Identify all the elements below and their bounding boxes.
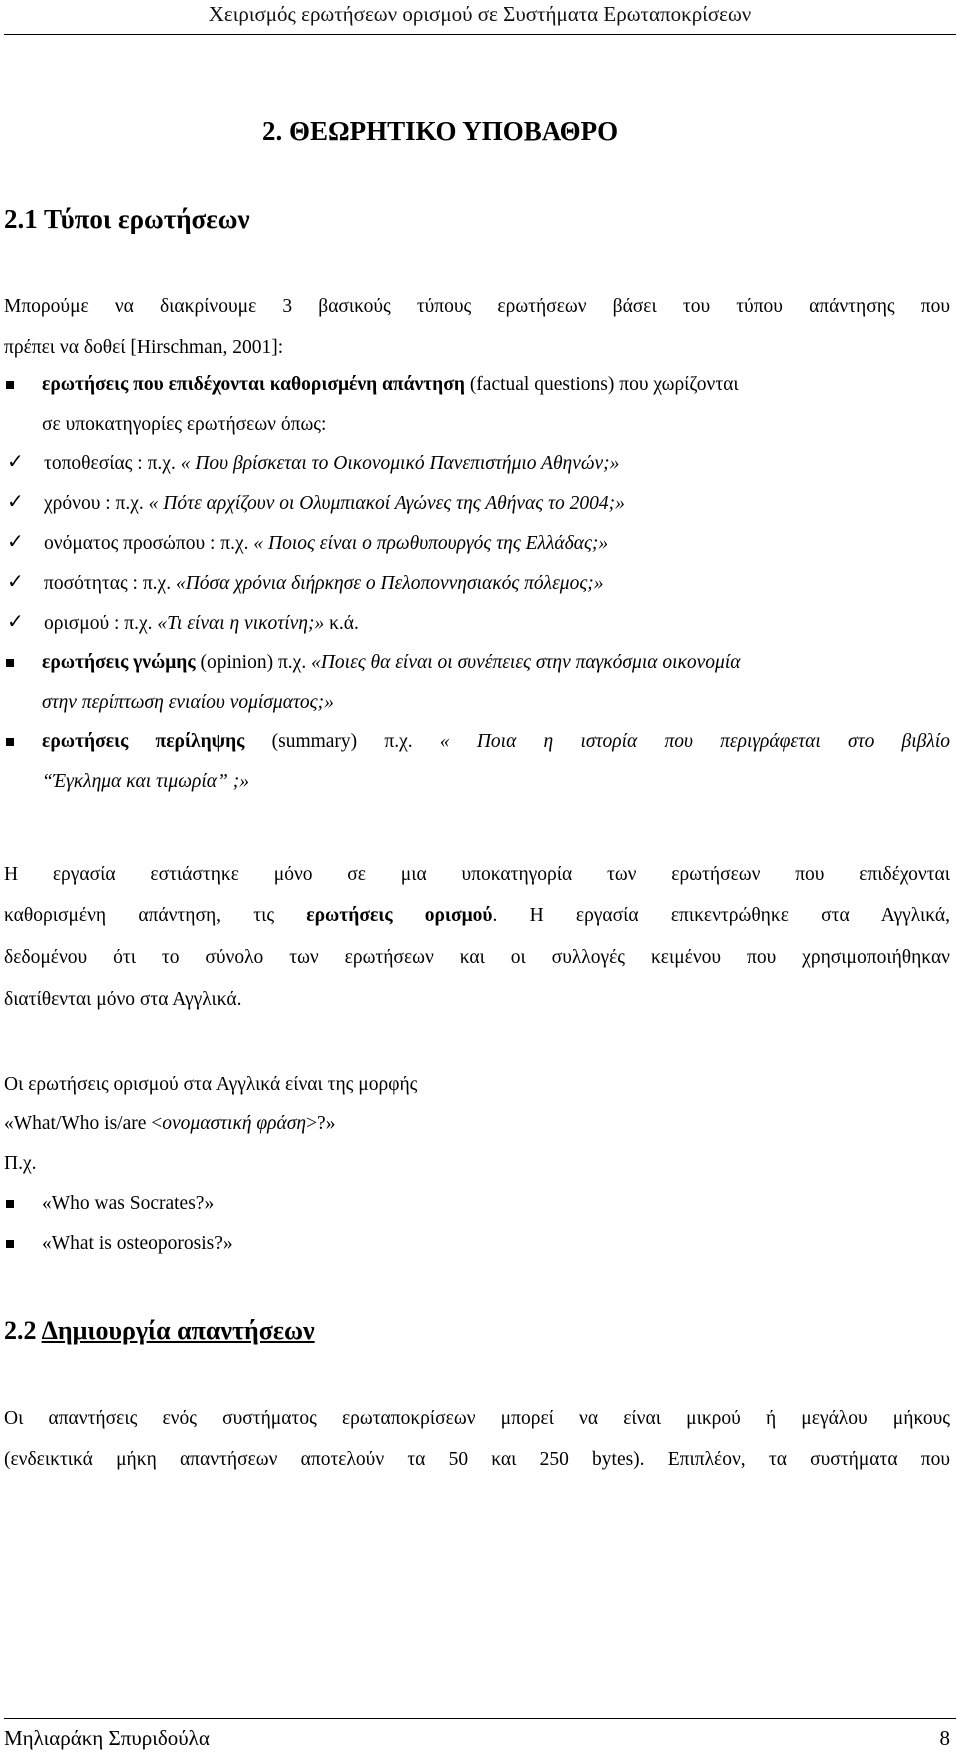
para3-line-1: Οι ερωτήσεις ορισμού στα Αγγλικά είναι της μορφής <box>4 1074 418 1095</box>
format-text: >?» <box>306 1113 336 1134</box>
subtype-label: χρόνου : π.χ. <box>44 493 149 514</box>
header-rule <box>4 34 956 35</box>
bullet-factual <box>42 372 739 398</box>
checkmark-icon: ✓ <box>7 569 24 593</box>
section-number: 2.2 <box>4 1316 42 1345</box>
summary-bold: ερωτήσεις περίληψης <box>42 731 245 752</box>
section-title-text: Δημιουργία απαντήσεων <box>41 1316 315 1345</box>
checkmark-icon: ✓ <box>7 449 24 473</box>
footer-rule <box>4 1718 956 1719</box>
para3-line-2 <box>4 1111 335 1137</box>
running-header: Χειρισμός ερωτήσεων ορισμού σε Συστήματα Ερωταποκρίσεων <box>208 2 752 26</box>
bullet-summary <box>42 729 950 755</box>
page-number: 8 <box>939 1726 950 1750</box>
section2-line-1: Οι απαντήσεις ενός συστήματος ερωταποκρίσεων μπορεί να είναι μικρού ή μεγάλου μήκους <box>4 1408 950 1429</box>
para2-text: . Η εργασία επικεντρώθηκε στα Αγγλικά, <box>492 905 950 926</box>
subtype-quantity <box>44 571 603 597</box>
subtype-example: «Πόσα χρόνια διήρκησε ο Πελοποννησιακός πόλεμος;» <box>175 573 604 594</box>
intro-line-2: πρέπει να δοθεί [Hirschman, 2001]: <box>4 337 284 358</box>
bullet-square-icon <box>6 659 14 667</box>
subtype-example: «Τι είναι η νικοτίνη;» <box>157 613 325 634</box>
intro-line-1: Μπορούμε να διακρίνουμε 3 βασικούς τύπους ερωτήσεων βάσει του τύπου απάντησης που <box>4 296 950 317</box>
para2-line-4: διατίθενται μόνο στα Αγγλικά. <box>4 989 242 1010</box>
summary-example-line-2: “Έγκλημα και τιμωρία” ;» <box>42 771 249 792</box>
opinion-example: «Ποιες θα είναι οι συνέπειες στην παγκόσμια οικονομία <box>311 652 741 673</box>
section2-line-2: (ενδεικτικά μήκη απαντήσεων αποτελούν τα 50 και 250 bytes). Επιπλέον, τα συστήματα που <box>4 1449 950 1470</box>
checkmark-icon: ✓ <box>7 489 24 513</box>
subtype-label: ποσότητας : π.χ. <box>44 573 176 594</box>
subtype-person <box>44 531 608 557</box>
checkmark-icon: ✓ <box>7 529 24 553</box>
summary-example: « Ποια η ιστορία που περιγράφεται στο βιβλίο <box>439 731 950 752</box>
factual-bold: ερωτήσεις που επιδέχονται καθορισμένη απάντηση <box>42 374 465 395</box>
factual-rest: (factual questions) που χωρίζονται <box>464 374 739 395</box>
bullet-square-icon <box>6 1240 14 1248</box>
chapter-title: 2. ΘΕΩΡΗΤΙΚΟ ΥΠΟΒΑΘΡΟ <box>262 116 619 146</box>
para2-line-3: δεδομένου ότι το σύνολο των ερωτήσεων και οι συλλογές κειμένου που χρησιμοποιήθηκαν <box>4 947 950 968</box>
subtype-label: ονόματος προσώπου : π.χ. <box>44 533 254 554</box>
para2-line-1: Η εργασία εστιάστηκε μόνο σε μια υποκατηγορία των ερωτήσεων που επιδέχονται <box>4 864 950 885</box>
opinion-rest: (opinion) π.χ. <box>195 652 312 673</box>
subtype-example: « Που βρίσκεται το Οικονομικό Πανεπιστήμιο Αθηνών;» <box>180 453 620 474</box>
subtype-time <box>44 491 625 517</box>
subtype-label: τοποθεσίας : π.χ. <box>44 453 181 474</box>
footer-author: Μηλιαράκη Σπυριδούλα <box>4 1726 210 1750</box>
subtype-definition <box>44 611 359 637</box>
opinion-example-line-2: στην περίπτωση ενιαίου νομίσματος;» <box>42 692 334 713</box>
para2-line-2 <box>4 903 950 929</box>
subtype-location <box>44 451 619 477</box>
para2-bold-term: ερωτήσεις ορισμού <box>306 905 493 926</box>
summary-rest: (summary) π.χ. <box>244 731 440 752</box>
bullet-square-icon <box>6 1200 14 1208</box>
bullet-square-icon <box>6 738 14 746</box>
opinion-bold: ερωτήσεις γνώμης <box>42 652 196 673</box>
example-question-1: «Who was Socrates?» <box>42 1193 215 1214</box>
bullet-opinion <box>42 650 740 676</box>
section-title-2-1: 2.1 Τύποι ερωτήσεων <box>4 204 250 234</box>
subtype-example: « Πότε αρχίζουν οι Ολυμπιακοί Αγώνες της Αθήνας το 2004;» <box>148 493 625 514</box>
format-text: «What/Who is/are < <box>4 1113 163 1134</box>
para2-text: καθορισμένη απάντηση, τις <box>4 905 307 926</box>
bullet-square-icon <box>6 381 14 389</box>
subtype-label: ορισμού : π.χ. <box>44 613 158 634</box>
para3-line-3: Π.χ. <box>4 1153 37 1174</box>
section-title-2-2 <box>4 1318 315 1344</box>
subtype-example: « Ποιος είναι ο πρωθυπουργός της Ελλάδας;» <box>253 533 609 554</box>
subtype-suffix: κ.ά. <box>324 613 359 634</box>
example-question-2: «What is osteoporosis?» <box>42 1233 233 1254</box>
checkmark-icon: ✓ <box>7 609 24 633</box>
factual-line-2: σε υποκατηγορίες ερωτήσεων όπως: <box>42 414 327 435</box>
format-noun-phrase: ονομαστική φράση <box>162 1113 307 1134</box>
